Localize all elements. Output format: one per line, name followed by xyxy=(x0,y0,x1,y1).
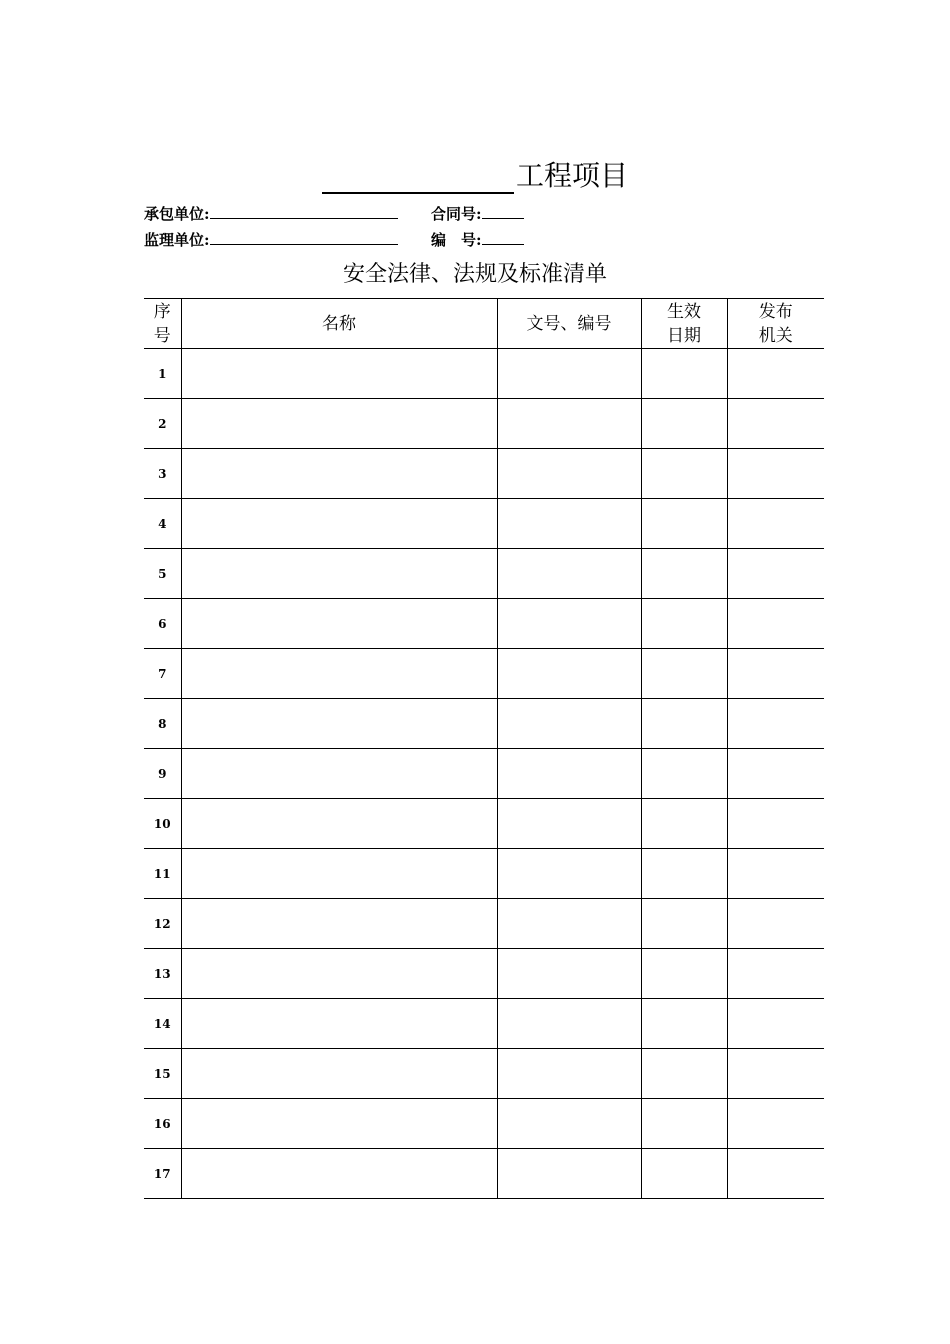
effective-date-cell[interactable] xyxy=(641,449,727,499)
row-number: 3 xyxy=(144,449,181,499)
document-no-cell[interactable] xyxy=(497,799,641,849)
name-cell[interactable] xyxy=(181,499,497,549)
name-cell[interactable] xyxy=(181,1099,497,1149)
serial-blank[interactable] xyxy=(482,228,524,245)
supervisor-row xyxy=(144,228,482,249)
row-number: 12 xyxy=(144,899,181,949)
row-number: 14 xyxy=(144,999,181,1049)
supervisor-label: 监理单位: xyxy=(144,231,210,249)
row-number: 16 xyxy=(144,1099,181,1149)
document-no-cell[interactable] xyxy=(497,849,641,899)
name-cell[interactable] xyxy=(181,899,497,949)
issuing-authority-cell[interactable] xyxy=(727,549,824,599)
column-header-number: 序号 xyxy=(144,299,181,349)
row-number: 8 xyxy=(144,699,181,749)
effective-date-cell[interactable] xyxy=(641,799,727,849)
contract-no-label: 合同号: xyxy=(431,205,482,223)
serial-label: 编 号: xyxy=(431,231,482,249)
name-cell[interactable] xyxy=(181,449,497,499)
row-number: 6 xyxy=(144,599,181,649)
regulations-table xyxy=(144,298,824,1199)
document-no-cell[interactable] xyxy=(497,1099,641,1149)
document-no-cell[interactable] xyxy=(497,899,641,949)
document-title xyxy=(0,158,950,194)
effective-date-cell[interactable] xyxy=(641,699,727,749)
contract-no-group xyxy=(431,202,524,224)
table-row xyxy=(144,749,824,799)
name-cell[interactable] xyxy=(181,1049,497,1099)
issuing-authority-cell[interactable] xyxy=(727,399,824,449)
issuing-authority-cell[interactable] xyxy=(727,449,824,499)
supervisor-blank[interactable] xyxy=(210,228,398,245)
effective-date-cell[interactable] xyxy=(641,349,727,399)
effective-date-cell[interactable] xyxy=(641,1099,727,1149)
issuing-authority-cell[interactable] xyxy=(727,899,824,949)
table-row xyxy=(144,499,824,549)
issuing-authority-cell[interactable] xyxy=(727,1049,824,1099)
contract-no-blank[interactable] xyxy=(482,202,524,219)
effective-date-cell[interactable] xyxy=(641,749,727,799)
name-cell[interactable] xyxy=(181,649,497,699)
table-row xyxy=(144,599,824,649)
table-row xyxy=(144,399,824,449)
document-no-cell[interactable] xyxy=(497,699,641,749)
effective-date-cell[interactable] xyxy=(641,499,727,549)
document-no-cell[interactable] xyxy=(497,399,641,449)
effective-date-cell[interactable] xyxy=(641,949,727,999)
document-no-cell[interactable] xyxy=(497,949,641,999)
name-cell[interactable] xyxy=(181,549,497,599)
issuing-authority-cell[interactable] xyxy=(727,649,824,699)
table-row xyxy=(144,549,824,599)
document-no-cell[interactable] xyxy=(497,599,641,649)
row-number: 2 xyxy=(144,399,181,449)
issuing-authority-cell[interactable] xyxy=(727,749,824,799)
issuing-authority-cell[interactable] xyxy=(727,999,824,1049)
issuing-authority-cell[interactable] xyxy=(727,349,824,399)
effective-date-cell[interactable] xyxy=(641,1149,727,1199)
row-number: 4 xyxy=(144,499,181,549)
name-cell[interactable] xyxy=(181,1149,497,1199)
issuing-authority-cell[interactable] xyxy=(727,699,824,749)
name-cell[interactable] xyxy=(181,399,497,449)
name-cell[interactable] xyxy=(181,349,497,399)
row-number: 10 xyxy=(144,799,181,849)
issuing-authority-cell[interactable] xyxy=(727,849,824,899)
row-number: 17 xyxy=(144,1149,181,1199)
project-name-blank[interactable] xyxy=(322,164,514,194)
contractor-row xyxy=(144,202,482,223)
document-no-cell[interactable] xyxy=(497,749,641,799)
document-no-cell[interactable] xyxy=(497,499,641,549)
table-row xyxy=(144,1049,824,1099)
row-number: 15 xyxy=(144,1049,181,1099)
document-no-cell[interactable] xyxy=(497,1049,641,1099)
name-cell[interactable] xyxy=(181,799,497,849)
name-cell[interactable] xyxy=(181,999,497,1049)
issuing-authority-cell[interactable] xyxy=(727,1149,824,1199)
table-row xyxy=(144,1149,824,1199)
row-number: 11 xyxy=(144,849,181,899)
column-header-document-no: 文号、编号 xyxy=(497,299,641,349)
table-row xyxy=(144,899,824,949)
table-row xyxy=(144,799,824,849)
document-no-cell[interactable] xyxy=(497,549,641,599)
issuing-authority-cell[interactable] xyxy=(727,599,824,649)
row-number: 7 xyxy=(144,649,181,699)
document-no-cell[interactable] xyxy=(497,449,641,499)
effective-date-cell[interactable] xyxy=(641,999,727,1049)
effective-date-cell[interactable] xyxy=(641,849,727,899)
table-row xyxy=(144,349,824,399)
table-row xyxy=(144,1099,824,1149)
row-number: 1 xyxy=(144,349,181,399)
effective-date-cell[interactable] xyxy=(641,649,727,699)
table-row xyxy=(144,699,824,749)
document-no-cell[interactable] xyxy=(497,349,641,399)
effective-date-cell[interactable] xyxy=(641,1049,727,1099)
row-number: 5 xyxy=(144,549,181,599)
effective-date-cell[interactable] xyxy=(641,599,727,649)
name-cell[interactable] xyxy=(181,949,497,999)
title-text: 工程项目 xyxy=(515,159,628,192)
column-header-issuing-authority: 发布机关 xyxy=(727,299,824,349)
table-row xyxy=(144,949,824,999)
name-cell[interactable] xyxy=(181,699,497,749)
serial-group xyxy=(431,228,524,250)
table-row xyxy=(144,449,824,499)
contractor-label: 承包单位: xyxy=(144,205,210,223)
effective-date-cell[interactable] xyxy=(641,549,727,599)
column-header-name: 名称 xyxy=(181,299,497,349)
effective-date-cell[interactable] xyxy=(641,899,727,949)
row-number: 13 xyxy=(144,949,181,999)
issuing-authority-cell[interactable] xyxy=(727,499,824,549)
issuing-authority-cell[interactable] xyxy=(727,1099,824,1149)
name-cell[interactable] xyxy=(181,599,497,649)
contractor-blank[interactable] xyxy=(210,202,398,219)
table-row xyxy=(144,999,824,1049)
document-no-cell[interactable] xyxy=(497,1149,641,1199)
document-no-cell[interactable] xyxy=(497,649,641,699)
name-cell[interactable] xyxy=(181,749,497,799)
name-cell[interactable] xyxy=(181,849,497,899)
effective-date-cell[interactable] xyxy=(641,399,727,449)
list-title: 安全法律、法规及标准清单 xyxy=(342,262,607,287)
table-row xyxy=(144,849,824,899)
table-row xyxy=(144,649,824,699)
column-header-effective-date: 生效日期 xyxy=(641,299,727,349)
issuing-authority-cell[interactable] xyxy=(727,799,824,849)
table-header-row xyxy=(144,299,824,349)
issuing-authority-cell[interactable] xyxy=(727,949,824,999)
document-no-cell[interactable] xyxy=(497,999,641,1049)
row-number: 9 xyxy=(144,749,181,799)
